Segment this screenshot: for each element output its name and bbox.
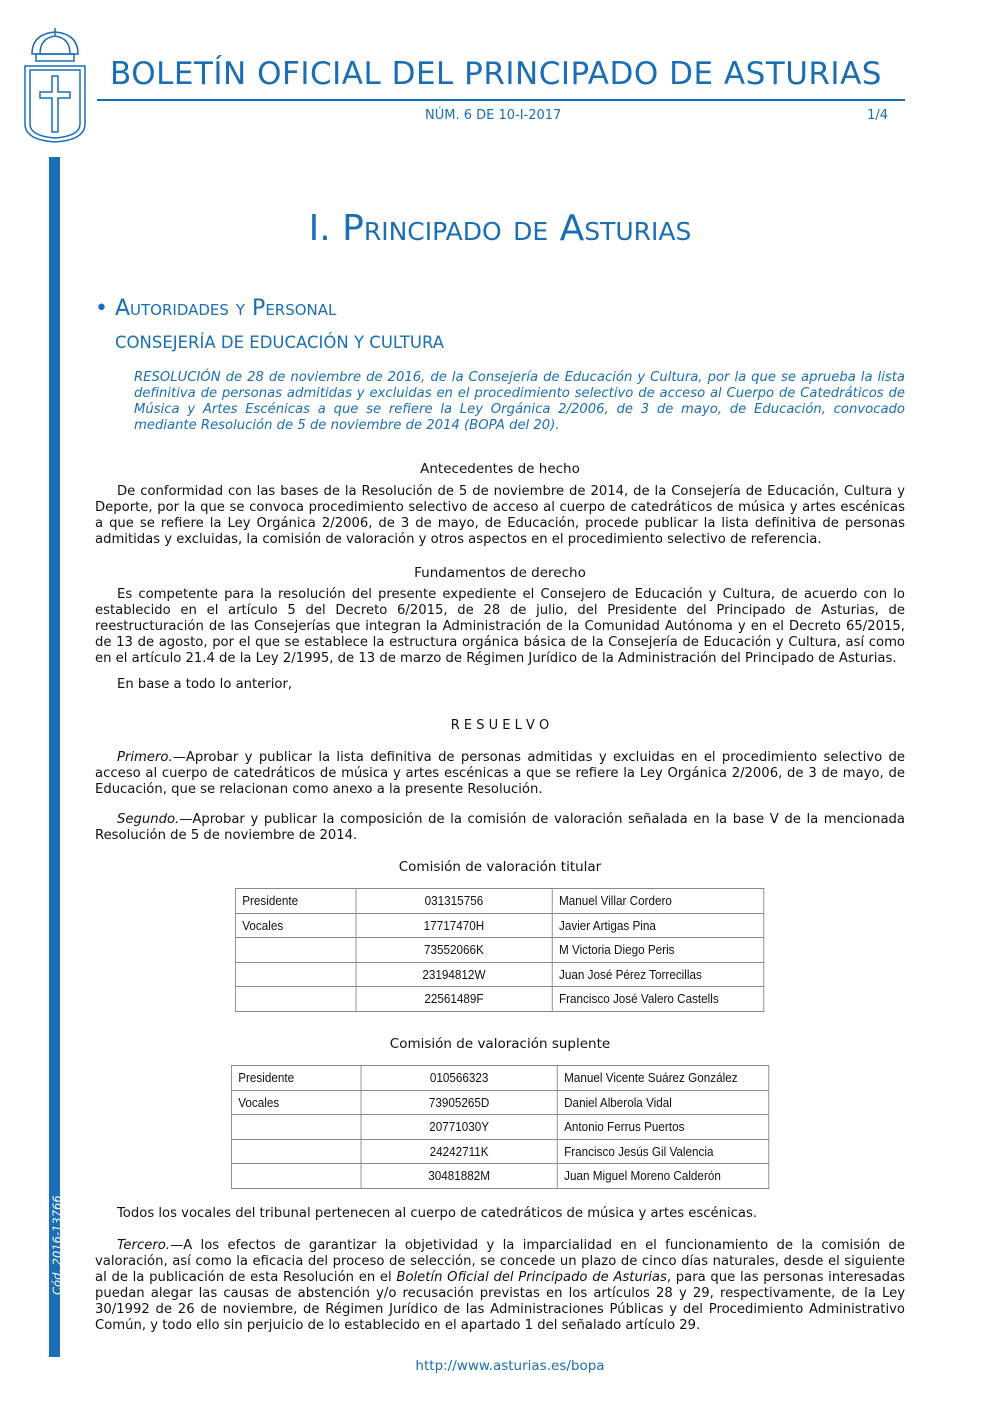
asturias-coat-of-arms-logo bbox=[22, 24, 88, 144]
department-title: CONSEJERÍA DE EDUCACIÓN Y CULTURA bbox=[115, 333, 445, 352]
resuelvo-heading: R E S U E L V O bbox=[450, 718, 550, 733]
name-cell: Manuel Vicente Suárez González bbox=[557, 1066, 768, 1091]
header-divider bbox=[97, 99, 905, 101]
footer-url-link[interactable]: http://www.asturias.es/bopa bbox=[415, 1358, 605, 1374]
id-cell: 73552066K bbox=[356, 938, 553, 963]
table-row bbox=[231, 1139, 768, 1164]
id-cell: 031315756 bbox=[356, 889, 553, 914]
section-title: I. Principado de Asturias bbox=[308, 208, 692, 249]
name-cell: Francisco José Valero Castells bbox=[552, 987, 764, 1012]
id-cell: 73905265D bbox=[361, 1090, 557, 1115]
role-cell: Presidente bbox=[231, 1066, 360, 1091]
issue-number: NÚM. 6 DE 10-I-2017 bbox=[425, 108, 562, 123]
resolution-title: RESOLUCIÓN de 28 de noviembre de 2016, de la Consejería de Educación y Cultura, por la que se aprueba la lista definitiva de personas admitidas y excluidas en el procedimiento selectivo de acceso al Cuerpo de Catedráticos de Música y Artes Escénicas a que se refiere la Ley Orgánica 2/2006, de 3 de mayo, de Educación, convocado mediante Resolución de 5 de noviembre de 2014 (BOPA del 20). bbox=[134, 370, 905, 433]
antecedentes-text: De conformidad con las bases de la Resolución de 5 de noviembre de 2014, de la Consejería de Educación, Cultura y Deporte, por la que se convoca procedimiento selectivo de acceso al cuerpo de catedráticos de música y artes escénicas a que se refiere la Ley Orgánica 2/2006, de 3 de mayo, de Educación, procede publicar la lista definitiva de personas admitidas y excluidas, la comisión de valoración y otros aspectos en el procedimiento selectivo de referencia. bbox=[95, 484, 905, 547]
titular-heading: Comisión de valoración titular bbox=[398, 859, 602, 875]
fundamentos-heading: Fundamentos de derecho bbox=[414, 565, 586, 581]
name-cell: Javier Artigas Pina bbox=[552, 913, 764, 938]
id-cell: 17717470H bbox=[356, 913, 553, 938]
suplente-table bbox=[231, 1065, 769, 1189]
role-cell bbox=[231, 1115, 360, 1140]
antecedentes-heading: Antecedentes de hecho bbox=[420, 461, 580, 477]
name-cell: Juan José Pérez Torrecillas bbox=[552, 962, 764, 987]
name-cell: Manuel Villar Cordero bbox=[552, 889, 764, 914]
page-number: 1/4 bbox=[867, 108, 888, 123]
vocales-note: Todos los vocales del tribunal pertenecen al cuerpo de catedráticos de música y artes escénicas. bbox=[117, 1206, 758, 1221]
name-cell: Antonio Ferrus Puertos bbox=[557, 1115, 768, 1140]
id-cell: 22561489F bbox=[356, 987, 553, 1012]
table-row bbox=[235, 938, 763, 963]
role-cell bbox=[231, 1164, 360, 1189]
id-cell: 010566323 bbox=[361, 1066, 557, 1091]
table-row bbox=[231, 1164, 768, 1189]
table-row bbox=[235, 889, 763, 914]
name-cell: Daniel Alberola Vidal bbox=[557, 1090, 768, 1115]
role-cell: Presidente bbox=[235, 889, 355, 914]
segundo-paragraph: Segundo.—Aprobar y publicar la composición de la comisión de valoración señalada en la base V de la mencionada Resolución de 5 de noviembre de 2014. bbox=[95, 812, 905, 843]
id-cell: 20771030Y bbox=[361, 1115, 557, 1140]
bulletin-title: BOLETÍN OFICIAL DEL PRINCIPADO DE ASTURIAS bbox=[110, 56, 882, 92]
table-row bbox=[235, 962, 763, 987]
table-row bbox=[231, 1090, 768, 1115]
fundamentos-text: Es competente para la resolución del presente expediente el Consejero de Educación y Cultura, de acuerdo con lo establecido en el artículo 5 del Decreto 6/2015, de 28 de julio, del Presidente del Principado de Asturias, de reestructuración de las Consejerías que integran la Administración de la Comunidad Autónoma y en el Decreto 65/2015, de 13 de agosto, por el que se establece la estructura orgánica básica de la Consejería de Educación y Cultura, así como en el artículo 21.4 de la Ley 2/1995, de 13 de marzo de Régimen Jurídico de la Administración del Principado de Asturias. bbox=[95, 587, 905, 666]
role-cell bbox=[235, 938, 355, 963]
suplente-heading: Comisión de valoración suplente bbox=[389, 1036, 611, 1052]
name-cell: Francisco Jesús Gil Valencia bbox=[557, 1139, 768, 1164]
name-cell: M Victoria Diego Peris bbox=[552, 938, 764, 963]
document-code: Cód. 2016-13766 bbox=[50, 1195, 64, 1295]
table-row bbox=[231, 1115, 768, 1140]
subsection-title: • Autoridades y Personal bbox=[95, 296, 337, 321]
id-cell: 24242711K bbox=[361, 1139, 557, 1164]
role-cell: Vocales bbox=[231, 1090, 360, 1115]
role-cell bbox=[235, 962, 355, 987]
tercero-paragraph: Tercero.—A los efectos de garantizar la objetividad y la imparcialidad en el funcionamiento de la comisión de valoración, así como la eficacia del proceso de selección, se concede un plazo de cinco días naturales, desde el siguiente al de la publicación de esta Resolución en el Boletín Oficial del Principado de Asturias, para que las personas interesadas puedan alegar las causas de abstención y/o recusación previstas en los artículos 28 y 29, respectivamente, de la Ley 30/1992 de 26 de noviembre, de Régimen Jurídico de las Administraciones Públicas y del Procedimiento Administrativo Común, y todo ello sin perjuicio de lo establecido en el apartado 1 del señalado artículo 29. bbox=[95, 1238, 905, 1333]
table-row bbox=[235, 913, 763, 938]
id-cell: 30481882M bbox=[361, 1164, 557, 1189]
name-cell: Juan Miguel Moreno Calderón bbox=[557, 1164, 768, 1189]
id-cell: 23194812W bbox=[356, 962, 553, 987]
role-cell: Vocales bbox=[235, 913, 355, 938]
fundamentos-closing: En base a todo lo anterior, bbox=[117, 677, 293, 692]
titular-table bbox=[235, 888, 764, 1012]
role-cell bbox=[235, 987, 355, 1012]
table-row bbox=[231, 1066, 768, 1091]
role-cell bbox=[231, 1139, 360, 1164]
table-row bbox=[235, 987, 763, 1012]
primero-paragraph: Primero.—Aprobar y publicar la lista definitiva de personas admitidas y excluidas en el procedimiento selectivo de acceso al cuerpo de catedráticos de música y artes escénicas a que se refiere la Ley Orgánica 2/2006, de 3 de mayo, de Educación, que se relacionan como anexo a la presente Resolución. bbox=[95, 750, 905, 797]
